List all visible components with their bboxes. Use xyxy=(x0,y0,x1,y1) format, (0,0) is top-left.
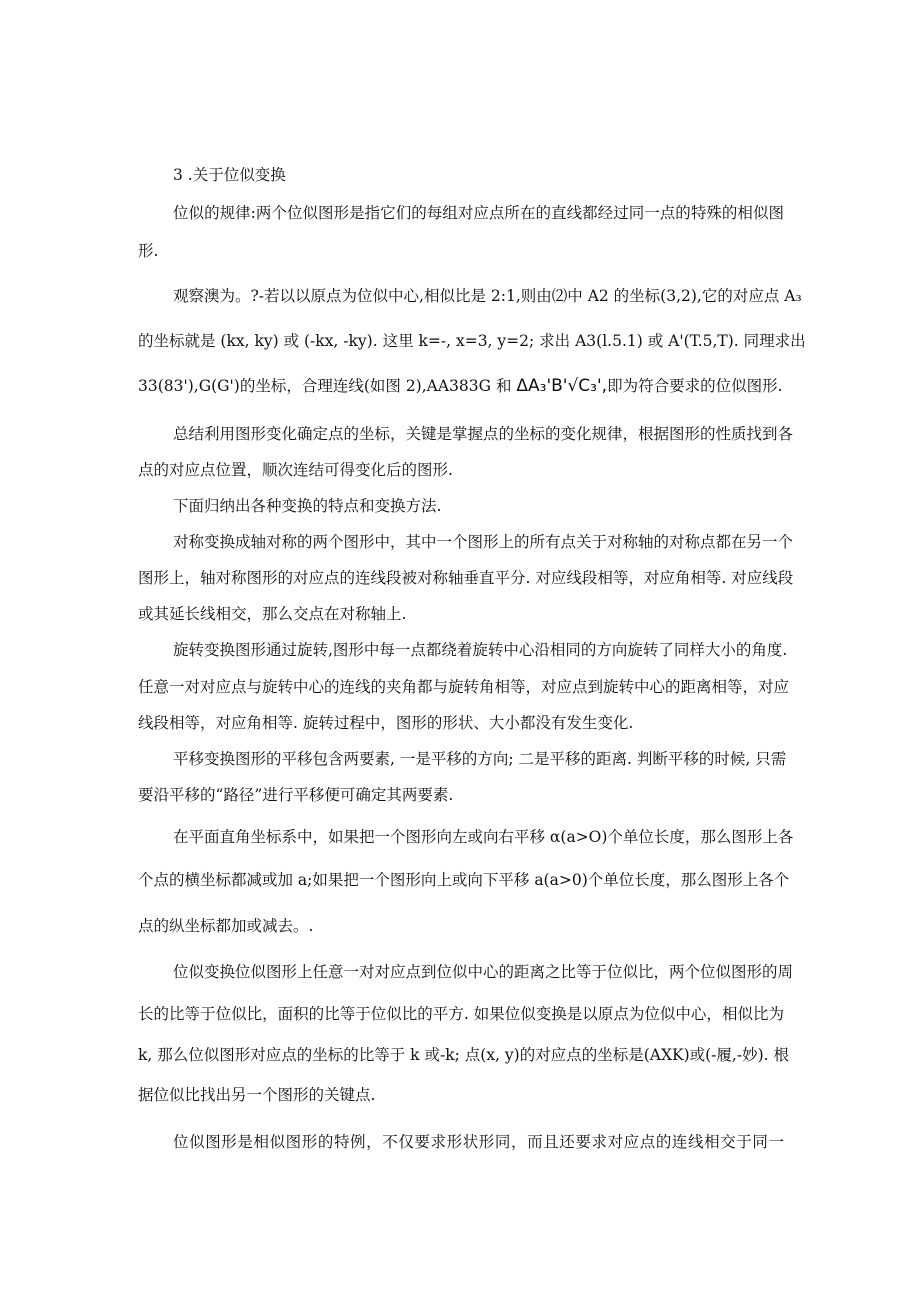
paragraph-line: 个点的横坐标都减或加 a;如果把一个图形向上或向下平移 a(a>0)个单位长度，那么图形上各个 xyxy=(138,871,790,889)
paragraph-line: 对称变换成轴对称的两个图形中，其中一个图形上的所有点关于对称轴的对称点都在另一个 xyxy=(173,533,794,551)
paragraph-line: 在平面直角坐标系中，如果把一个图形向左或向右平移 α(a>O)个单位长度，那么图形上各 xyxy=(173,828,794,846)
paragraph-line: 点的对应点位置，顺次连结可得变化后的图形. xyxy=(138,461,453,479)
paragraph-line: 位似图形是相似图形的特例，不仅要求形状形同，而且还要求对应点的连线相交于同一 xyxy=(173,1133,784,1151)
paragraph-line: 总结利用图形变化确定点的坐标，关键是掌握点的坐标的变化规律，根据图形的性质找到各 xyxy=(173,425,794,443)
paragraph-line: 平移变换图形的平移包含两要素, 一是平移的方向; 二是平移的距离. 判断平移的时候, 只需 xyxy=(173,750,787,768)
triangle-notation: ΔA₃'B'√C₃', xyxy=(516,376,608,396)
section-heading: 3 .关于位似变换 xyxy=(173,166,286,184)
paragraph-line: 要沿平移的“路径”进行平移便可确定其两要素. xyxy=(138,786,454,804)
paragraph-line: 图形上，轴对称图形的对应点的连线段被对称轴垂直平分. 对应线段相等，对应角相等. 对应线段 xyxy=(138,569,794,587)
paragraph-line: 长的比等于位似比，面积的比等于位似比的平方. 如果位似变换是以原点为位似中心，相似比为 xyxy=(138,1005,784,1023)
text-run: 33(83'),G(G')的坐标，合理连线(如图 2),AA383G 和 xyxy=(138,377,517,395)
paragraph-line: 观察澳为。?-若以以原点为位似中心,相似比是 2:1,则由⑵中 A2 的坐标(3,2),它的对应点 A₃ xyxy=(173,287,802,305)
paragraph-line: 旋转变换图形通过旋转,图形中每一点都绕着旋转中心沿相同的方向旋转了同样大小的角度. xyxy=(173,641,788,659)
paragraph-line: 或其延长线相交，那么交点在对称轴上. xyxy=(138,605,407,623)
paragraph-line: 线段相等，对应角相等. 旋转过程中，图形的形状、大小都没有发生变化. xyxy=(138,714,634,732)
text-run: 即为符合要求的位似图形. xyxy=(607,377,783,395)
paragraph-line: 任意一对对应点与旋转中心的连线的夹角都与旋转角相等，对应点到旋转中心的距离相等，对应 xyxy=(138,678,790,696)
paragraph-line xyxy=(138,376,783,396)
paragraph-line: 的坐标就是 (kx, ky) 或 (-kx, -ky). 这里 k=-, x=3, y=2; 求出 A3(l.5.1) 或 A'(T.5,T). 同理求出 xyxy=(138,332,806,350)
paragraph-line: 位似的规律:两个位似图形是指它们的每组对应点所在的直线都经过同一点的特殊的相似图 xyxy=(173,204,784,222)
paragraph-line: 位似变换位似图形上任意一对对应点到位似中心的距离之比等于位似比，两个位似图形的周 xyxy=(173,963,794,981)
paragraph-line: 下面归纳出各种变换的特点和变换方法. xyxy=(173,497,442,515)
paragraph-line: k, 那么位似图形对应点的坐标的比等于 k 或-k; 点(x, y)的对应点的坐标是(AXK)或(-履,-妙). 根 xyxy=(138,1046,789,1064)
paragraph-line: 形. xyxy=(138,242,159,260)
paragraph-line: 据位似比找出另一个图形的关键点. xyxy=(138,1086,376,1104)
paragraph-line: 点的纵坐标都加或减去。. xyxy=(138,917,314,935)
